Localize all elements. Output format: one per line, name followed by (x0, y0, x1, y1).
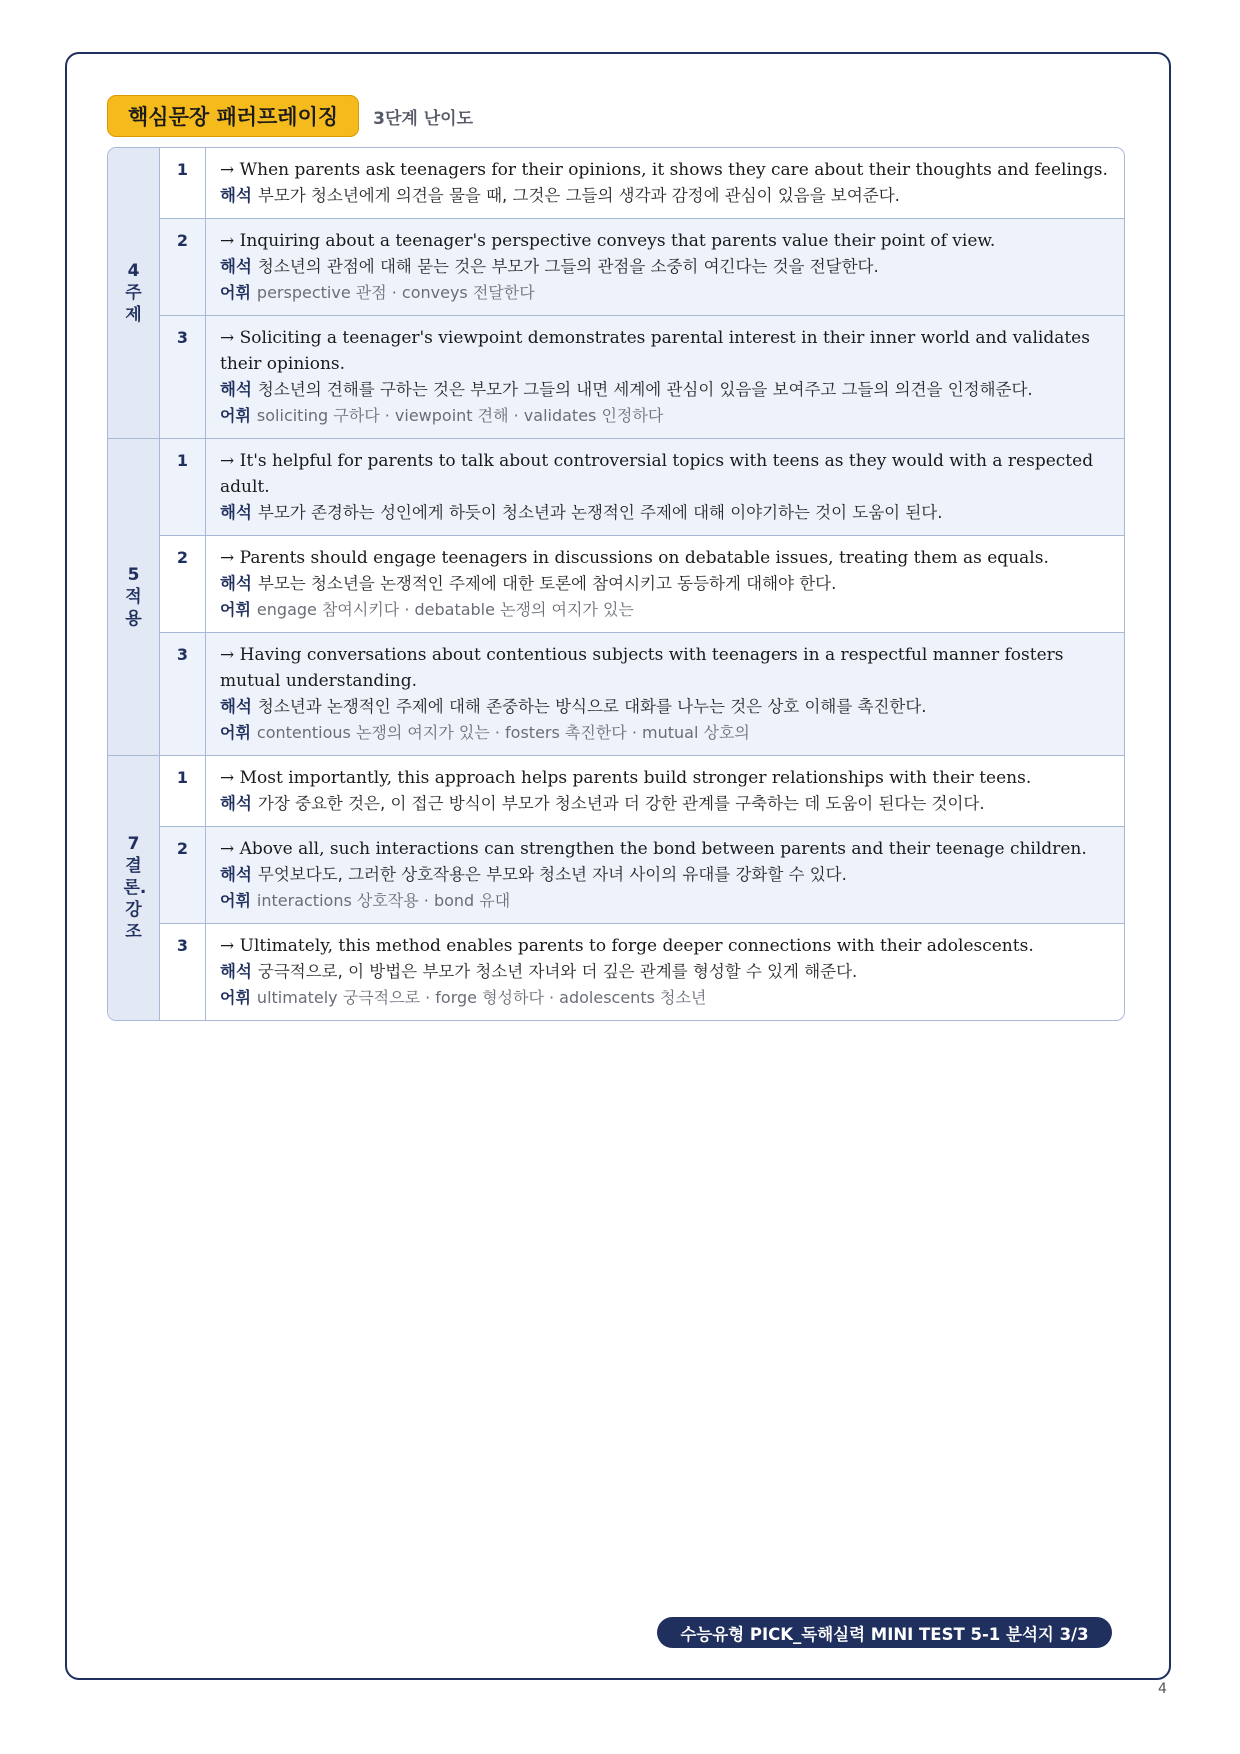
row-number: 2 (160, 827, 206, 923)
korean-translation: 무엇보다도, 그러한 상호작용은 부모와 청소년 자녀 사이의 유대를 강화할 수 있다. (257, 865, 847, 884)
group-label (108, 148, 160, 438)
vocab-tag: 어휘 (220, 283, 251, 302)
table-row (160, 756, 1124, 827)
vocab-tag: 어휘 (220, 723, 251, 742)
row-number: 2 (160, 536, 206, 632)
paraphrase-table (107, 147, 1125, 1021)
vocab-list: contentious 논쟁의 여지가 있는 · fosters 촉진한다 · mutual 상호의 (256, 723, 750, 742)
table-row (160, 827, 1124, 924)
table-row (160, 536, 1124, 633)
vocab-list: engage 참여시키다 · debatable 논쟁의 여지가 있는 (256, 600, 634, 619)
vocab-tag: 어휘 (220, 406, 251, 425)
table-row (160, 316, 1124, 438)
group-conclusion (108, 756, 1124, 1020)
translation-tag: 해석 (220, 574, 252, 593)
vocab-list: perspective 관점 · conveys 전달한다 (256, 283, 535, 302)
translation-tag: 해석 (220, 697, 252, 716)
row-number: 3 (160, 633, 206, 755)
group-theme (108, 148, 1124, 439)
table-row (160, 148, 1124, 219)
group-label-text: 5적용 (125, 565, 142, 629)
english-sentence: → It's helpful for parents to talk about controversial topics with teens as they would with a respected adult. (220, 451, 1094, 497)
vocab-tag: 어휘 (220, 600, 251, 619)
section-title-badge: 핵심문장 패러프레이징 (107, 95, 359, 137)
row-number: 3 (160, 924, 206, 1020)
korean-translation: 궁극적으로, 이 방법은 부모가 청소년 자녀와 더 깊은 관계를 형성할 수 있게 해준다. (257, 962, 858, 981)
translation-tag: 해석 (220, 865, 252, 884)
english-sentence: → Soliciting a teenager's viewpoint demonstrates parental interest in their inner world and validates their opinions. (220, 328, 1090, 374)
translation-tag: 해석 (220, 503, 252, 522)
korean-translation: 부모가 청소년에게 의견을 물을 때, 그것은 그들의 생각과 감정에 관심이 있음을 보여준다. (257, 186, 900, 205)
row-number: 1 (160, 756, 206, 826)
korean-translation: 부모가 존경하는 성인에게 하듯이 청소년과 논쟁적인 주제에 대해 이야기하는 것이 도움이 된다. (257, 503, 943, 522)
korean-translation: 청소년의 관점에 대해 묻는 것은 부모가 그들의 관점을 소중히 여긴다는 것을 전달한다. (257, 257, 879, 276)
row-number: 2 (160, 219, 206, 315)
english-sentence: → Most importantly, this approach helps parents build stronger relationships with their teens. (220, 768, 1032, 788)
translation-tag: 해석 (220, 186, 252, 205)
group-label (108, 439, 160, 755)
english-sentence: → Inquiring about a teenager's perspective conveys that parents value their point of view. (220, 231, 996, 251)
group-application (108, 439, 1124, 756)
english-sentence: → Having conversations about contentious subjects with teenagers in a respectful manner fosters mutual understanding. (220, 645, 1064, 691)
row-number: 1 (160, 148, 206, 218)
vocab-tag: 어휘 (220, 891, 251, 910)
translation-tag: 해석 (220, 962, 252, 981)
footer-title-pill: 수능유형 PICK_독해실력 MINI TEST 5-1 분석지 3/3 (657, 1617, 1112, 1648)
vocab-tag: 어휘 (220, 988, 251, 1007)
translation-tag: 해석 (220, 794, 252, 813)
vocab-list: interactions 상호작용 · bond 유대 (256, 891, 511, 910)
row-number: 1 (160, 439, 206, 535)
table-row (160, 439, 1124, 536)
vocab-list: soliciting 구하다 · viewpoint 견해 · validates 인정하다 (256, 406, 664, 425)
group-label (108, 756, 160, 1020)
korean-translation: 청소년과 논쟁적인 주제에 대해 존중하는 방식으로 대화를 나누는 것은 상호 이해를 촉진한다. (257, 697, 927, 716)
korean-translation: 가장 중요한 것은, 이 접근 방식이 부모가 청소년과 더 강한 관계를 구축하는 데 도움이 된다는 것이다. (257, 794, 985, 813)
table-row (160, 219, 1124, 316)
table-row (160, 633, 1124, 755)
row-number: 3 (160, 316, 206, 438)
page-number: 4 (1158, 1681, 1167, 1697)
english-sentence: → Parents should engage teenagers in discussions on debatable issues, treating them as equals. (220, 548, 1049, 568)
translation-tag: 해석 (220, 257, 252, 276)
group-label-text: 4주제 (125, 261, 142, 325)
english-sentence: → When parents ask teenagers for their opinions, it shows they care about their thoughts and feelings. (220, 160, 1108, 180)
english-sentence: → Ultimately, this method enables parents to forge deeper connections with their adolescents. (220, 936, 1034, 956)
english-sentence: → Above all, such interactions can strengthen the bond between parents and their teenage children. (220, 839, 1087, 859)
translation-tag: 해석 (220, 380, 252, 399)
korean-translation: 청소년의 견해를 구하는 것은 부모가 그들의 내면 세계에 관심이 있음을 보여주고 그들의 의견을 인정해준다. (257, 380, 1033, 399)
section-header (107, 95, 473, 137)
table-row (160, 924, 1124, 1020)
korean-translation: 부모는 청소년을 논쟁적인 주제에 대한 토론에 참여시키고 동등하게 대해야 한다. (257, 574, 837, 593)
vocab-list: ultimately 궁극적으로 · forge 형성하다 · adolescents 청소년 (256, 988, 707, 1007)
group-label-text: 7결론.강조 (123, 834, 147, 942)
difficulty-label: 3단계 난이도 (373, 108, 474, 129)
